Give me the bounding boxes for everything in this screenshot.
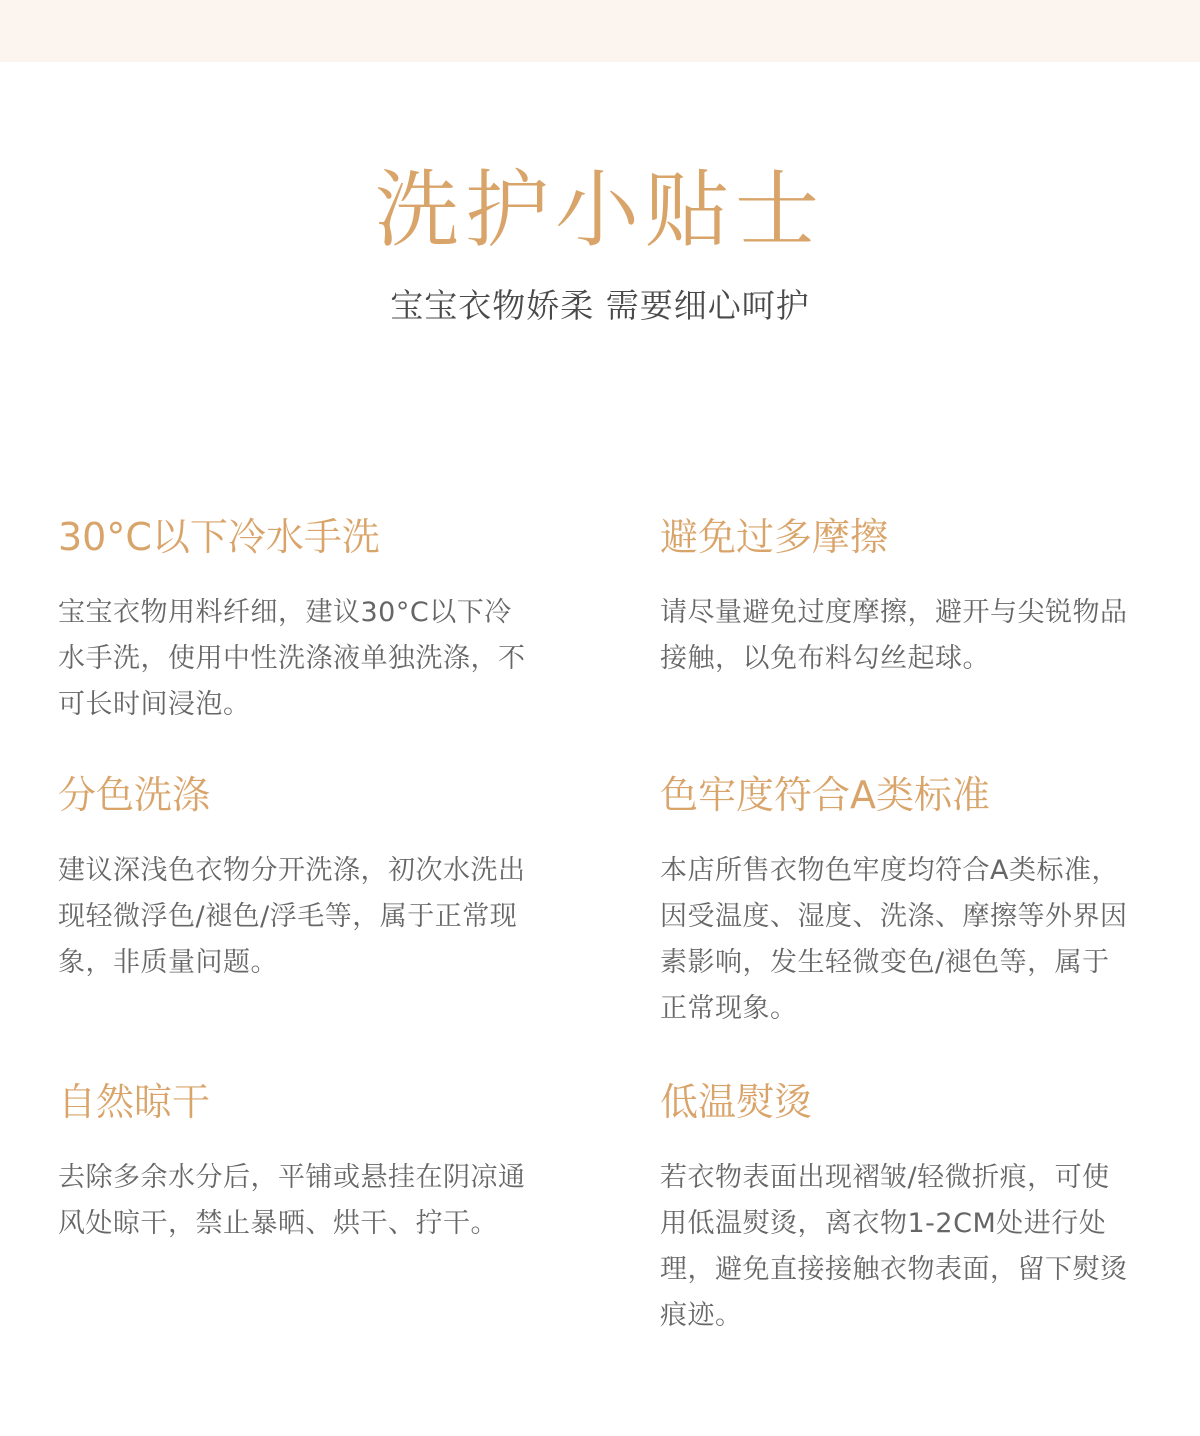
tip-title: 避免过多摩擦: [660, 515, 889, 559]
tip-title: 色牢度符合A类标准: [660, 773, 990, 817]
tip-body: 宝宝衣物用料纤细，建议30°C以下冷水手洗，使用中性洗涤液单独洗涤，不可长时间浸泡。: [58, 597, 526, 720]
tip-title: 分色洗涤: [58, 773, 211, 817]
tip-low-temp-iron: [660, 1077, 1130, 1339]
tip-title: 低温熨烫: [660, 1080, 813, 1124]
tip-avoid-friction: [660, 512, 1130, 682]
tip-body: 本店所售衣物色牢度均符合A类标准，因受温度、湿度、洗涤、摩擦等外界因素影响，发生轻微变色/褪色等，属于正常现象。: [660, 855, 1128, 1024]
tip-cold-hand-wash: [58, 512, 528, 728]
tip-body: 去除多余水分后，平铺或悬挂在阴凉通风处晾干，禁止暴晒、烘干、拧干。: [58, 1162, 526, 1239]
tip-separate-colors: [58, 770, 528, 986]
top-decorative-band: [0, 0, 1200, 62]
tip-color-fastness: [660, 770, 1130, 1032]
tip-air-dry: [58, 1077, 528, 1247]
tip-title: 30°C以下冷水手洗: [58, 515, 380, 559]
tip-title: 自然晾干: [58, 1080, 211, 1124]
tip-body: 若衣物表面出现褶皱/轻微折痕，可使用低温熨烫，离衣物1-2CM处进行处理，避免直接接触衣物表面，留下熨烫痕迹。: [660, 1162, 1128, 1331]
tip-body: 建议深浅色衣物分开洗涤，初次水洗出现轻微浮色/褪色/浮毛等，属于正常现象，非质量问题。: [58, 855, 526, 978]
page-title: 洗护小贴士: [374, 161, 825, 259]
page-subtitle: 宝宝衣物娇柔 需要细心呵护: [390, 286, 810, 325]
tip-body: 请尽量避免过度摩擦，避开与尖锐物品接触，以免布料勾丝起球。: [660, 597, 1128, 674]
